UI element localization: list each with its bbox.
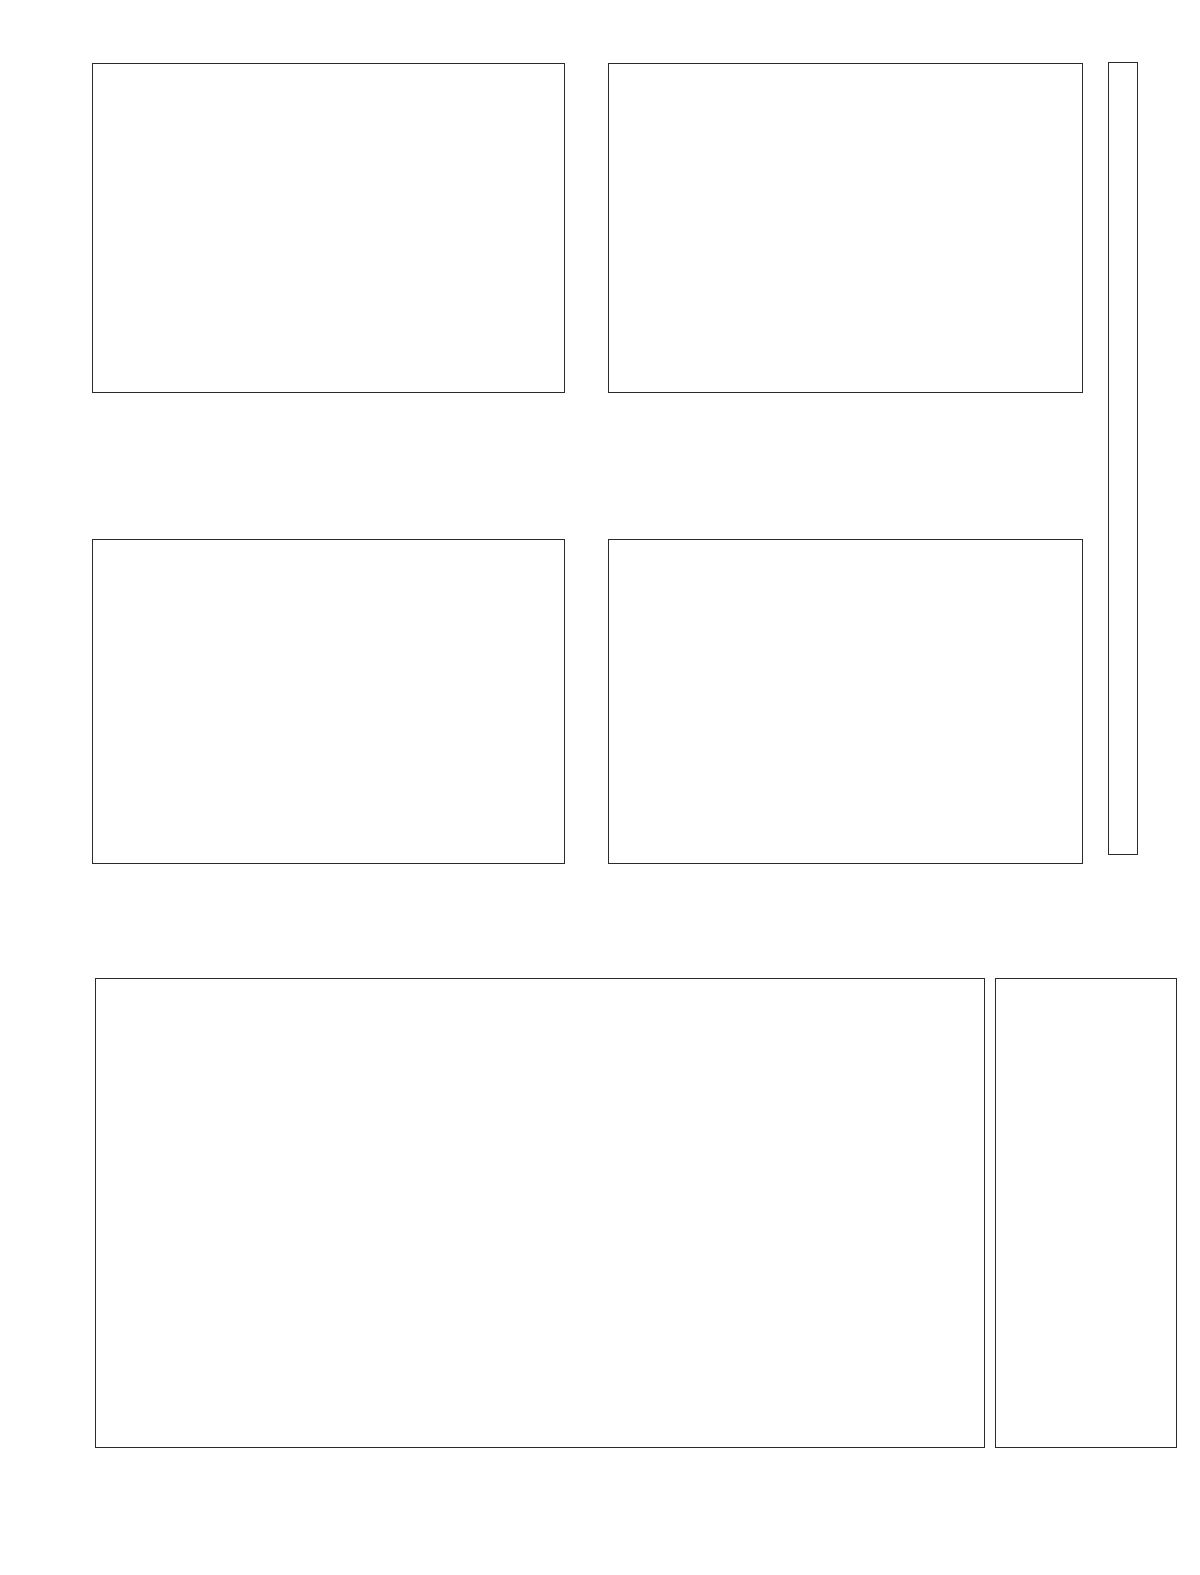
cars-ylabel [2, 539, 38, 864]
allprof-ylabel [524, 539, 560, 864]
profile-positions-canvas [609, 64, 1081, 391]
cars-anomalies-canvas [93, 540, 563, 862]
colorbar [1108, 62, 1138, 855]
cars-anomalies-plot [92, 539, 565, 864]
csiro-ylabel [0, 978, 38, 1448]
csiro-ytick-labels [41, 978, 89, 1448]
mimoc-ylabel [2, 63, 38, 393]
mimoc-anomalies-canvas [93, 64, 563, 391]
mimoc-ytick-labels [42, 63, 86, 393]
allprof-xtick-labels [608, 872, 1083, 896]
legend [995, 978, 1177, 1448]
colorbar-tick-labels [1146, 62, 1198, 855]
cars-xtick-labels [92, 872, 565, 896]
profile-positions-map [608, 63, 1083, 393]
map-ytick-labels [558, 63, 604, 393]
mimoc-xtick-labels [92, 401, 565, 425]
csiro-salinity-canvas [96, 979, 983, 1446]
allprofile-anomalies-plot [608, 539, 1083, 864]
mimoc-anomalies-plot [92, 63, 565, 393]
cars-ytick-labels [42, 539, 86, 864]
csiro-salinity-plot [95, 978, 985, 1448]
allprofile-anomalies-canvas [609, 540, 1081, 862]
map-xtick-labels [608, 401, 1083, 425]
csiro-xtick-labels [95, 1456, 985, 1480]
allprof-ytick-labels [560, 539, 604, 864]
